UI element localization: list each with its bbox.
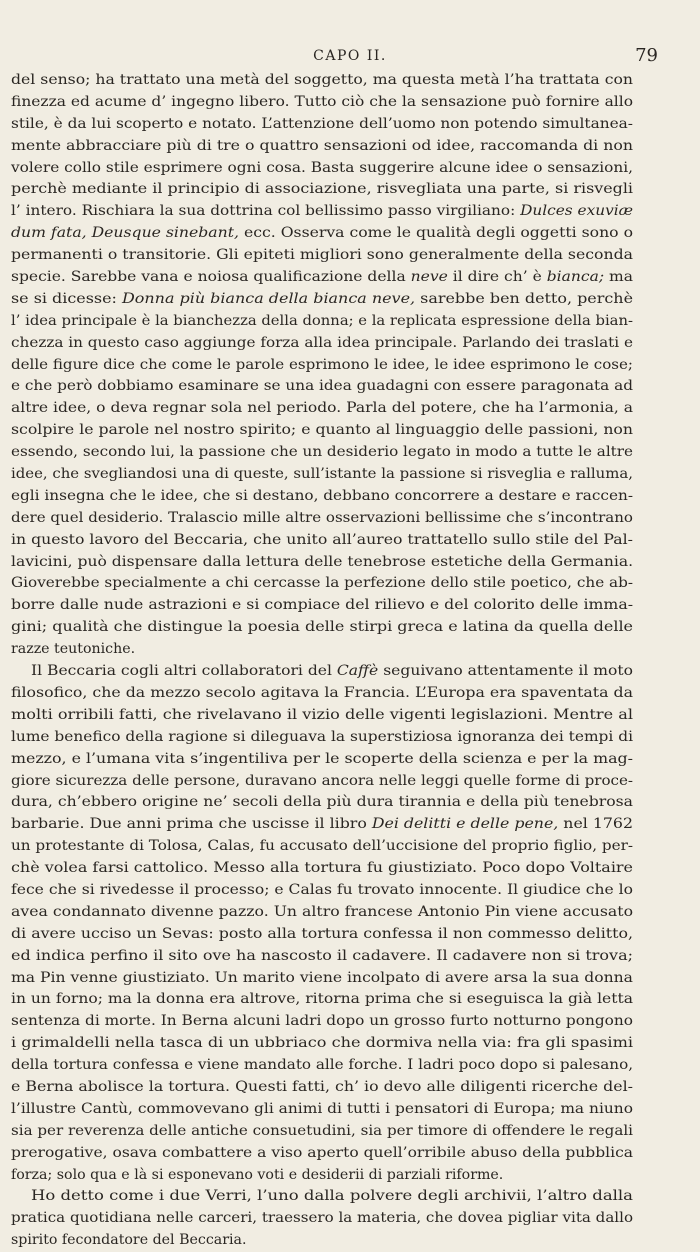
text-line-content bbox=[11, 858, 633, 880]
text-line bbox=[0, 508, 700, 530]
text-line bbox=[0, 836, 700, 858]
text-run: nel 1762 bbox=[558, 816, 634, 833]
text-line-content bbox=[11, 727, 633, 749]
text-run: e che però dobbiamo esaminare se una idea guadagni con essere paragonata ad bbox=[11, 378, 634, 395]
text-run: lume benefico della ragione si dileguava la superstiziosa ignoranza dei tempi di bbox=[11, 728, 633, 745]
text-line-content bbox=[11, 1033, 633, 1055]
text-line-content bbox=[11, 1055, 633, 1077]
text-run: in un forno; ma la donna era altrove, ritorna prima che si eseguisca la già letta bbox=[11, 991, 633, 1008]
text-line-content bbox=[11, 639, 135, 661]
text-line-content bbox=[11, 771, 633, 793]
italic-text: Dei delitti e delle pene, bbox=[371, 816, 559, 833]
text-line bbox=[0, 267, 700, 289]
text-run: dere quel desiderio. Tralascio mille altre osservazioni bellissime che s’incontrano bbox=[11, 509, 633, 526]
text-run: l’ idea principale è la bianchezza della donna; e la replicata espressione della bian- bbox=[11, 312, 633, 329]
text-line bbox=[0, 1208, 700, 1230]
text-run: un protestante di Tolosa, Calas, fu accusato dell’uccisione del proprio figlio, per- bbox=[11, 838, 634, 855]
text-run: ecc. Osserva come le qualità degli oggetti sono o bbox=[238, 225, 633, 242]
italic-text: Donna più bianca della bianca neve, bbox=[122, 290, 416, 307]
text-line bbox=[0, 880, 700, 902]
text-line bbox=[0, 617, 700, 639]
text-line-content bbox=[11, 223, 633, 245]
text-line-content bbox=[31, 661, 633, 683]
text-line-content bbox=[11, 1011, 633, 1033]
text-line bbox=[0, 442, 700, 464]
text-line-content bbox=[11, 946, 633, 968]
text-line bbox=[0, 486, 700, 508]
text-line bbox=[0, 683, 700, 705]
italic-text: Dulces exuviæ bbox=[520, 203, 634, 220]
text-line bbox=[0, 1143, 700, 1165]
text-line-content bbox=[11, 902, 633, 924]
text-run: essendo, secondo lui, la passione che un desiderio legato in modo a tutte le altre bbox=[11, 444, 634, 461]
text-line-content bbox=[11, 1230, 246, 1252]
text-line-content bbox=[11, 683, 633, 705]
text-line bbox=[0, 420, 700, 442]
text-run: Gioverebbe specialmente a chi cercasse la perfezione dello stile poetico, che ab- bbox=[11, 575, 634, 592]
text-run: borre dalle nude astrazioni e si compiace del rilievo e del colorito delle imma- bbox=[11, 597, 634, 614]
running-title: CAPO II. bbox=[313, 48, 387, 64]
text-run: ma bbox=[604, 269, 633, 286]
text-line-content bbox=[11, 617, 633, 639]
text-run: molti orribili fatti, che rivelavano il vizio delle vigenti legislazioni. Mentre al bbox=[11, 706, 633, 723]
text-run: fece che si rivedesse il processo; e Calas fu trovato innocente. Il giudice che lo bbox=[11, 881, 634, 898]
text-line bbox=[0, 924, 700, 946]
text-line-content bbox=[11, 442, 633, 464]
text-run: seguivano attentamente il moto bbox=[378, 663, 634, 680]
text-line bbox=[0, 705, 700, 727]
text-line bbox=[0, 727, 700, 749]
text-line-content bbox=[11, 530, 633, 552]
text-run: razze teutoniche. bbox=[11, 641, 136, 658]
text-line bbox=[0, 968, 700, 990]
text-run: del senso; ha trattato una metà del soggetto, ma questa metà l’ha trattata con bbox=[11, 72, 633, 88]
text-line-content bbox=[11, 749, 633, 771]
text-run: idee, che svegliandosi una di queste, sull’istante la passione si risveglia e ralluma, bbox=[11, 466, 633, 483]
text-run: prerogative, osava combattere a viso aperto quell’orribile abuso della pubblica bbox=[11, 1144, 634, 1161]
text-line bbox=[0, 595, 700, 617]
text-line-content bbox=[11, 70, 633, 92]
text-line-content bbox=[11, 595, 633, 617]
text-run: della tortura confessa e viene mandato alle forche. I ladri poco dopo si palesano, bbox=[11, 1057, 634, 1074]
text-run: spirito fecondatore del Beccaria. bbox=[11, 1232, 247, 1249]
text-line-content bbox=[11, 486, 633, 508]
text-run: i grimaldelli nella tasca di un ubbriaco che dormiva nella via: fra gli spasimi bbox=[11, 1035, 634, 1052]
text-line bbox=[0, 1055, 700, 1077]
text-run: finezza ed acume d’ ingegno libero. Tutto ciò che la sensazione può fornire allo bbox=[11, 93, 634, 110]
text-line-content bbox=[11, 1208, 633, 1230]
text-run: ed indica perfino il sito ove ha nascosto il cadavere. Il cadavere non si trova; bbox=[11, 947, 633, 964]
italic-text: Caffè bbox=[336, 663, 379, 680]
text-run: lavicini, può dispensare dalla lettura delle tenebrose estetiche della Germania. bbox=[11, 553, 634, 570]
text-line bbox=[0, 858, 700, 880]
text-line-content bbox=[11, 924, 633, 946]
text-line bbox=[0, 1186, 700, 1208]
text-line bbox=[0, 289, 700, 311]
text-line bbox=[0, 573, 700, 595]
text-run: specie. Sarebbe vana e noiosa qualificazione della bbox=[11, 269, 411, 286]
text-line bbox=[0, 1165, 700, 1187]
text-line bbox=[0, 355, 700, 377]
italic-text: neve bbox=[410, 269, 448, 286]
text-run: Ho detto come i due Verri, l’uno dalla polvere degli archivii, l’altro dalla bbox=[31, 1188, 633, 1205]
text-line-content bbox=[11, 311, 633, 333]
text-run: altre idee, o deva regnar sola nel periodo. Parla del potere, che ha l’armonia, a bbox=[11, 400, 633, 417]
text-line bbox=[0, 749, 700, 771]
text-line-content bbox=[11, 464, 633, 486]
text-line bbox=[0, 70, 700, 92]
text-line bbox=[0, 223, 700, 245]
text-line bbox=[0, 989, 700, 1011]
text-run: Il Beccaria cogli altri collaboratori del bbox=[31, 663, 337, 680]
text-line-content bbox=[11, 836, 633, 858]
italic-text: dum fata, Deusque sinebant, bbox=[11, 225, 239, 242]
text-run: permanenti o transitorie. Gli epiteti migliori sono generalmente della seconda bbox=[11, 247, 633, 264]
text-line bbox=[0, 245, 700, 267]
text-line-content bbox=[11, 968, 633, 990]
text-line-content bbox=[11, 1165, 503, 1187]
text-line-content bbox=[11, 201, 633, 223]
text-run: di avere ucciso un Sevas: posto alla tortura confessa il non commesso delitto, bbox=[11, 925, 633, 942]
text-line-content bbox=[11, 989, 633, 1011]
text-line-content bbox=[11, 355, 633, 377]
text-line bbox=[0, 814, 700, 836]
text-run: mente abbracciare più di tre o quattro sensazioni od idee, raccomanda di non bbox=[11, 137, 633, 154]
text-line bbox=[0, 1011, 700, 1033]
page-number: 79 bbox=[635, 45, 658, 66]
text-run: barbarie. Due anni prima che uscisse il libro bbox=[11, 816, 372, 833]
text-line-content bbox=[11, 573, 633, 595]
text-line-content bbox=[11, 179, 633, 201]
text-line-content bbox=[11, 289, 633, 311]
text-line-content bbox=[11, 552, 633, 574]
text-run: filosofico, che da mezzo secolo agitava la Francia. L’Europa era spaventata da bbox=[11, 684, 634, 701]
text-line-content bbox=[11, 792, 633, 814]
text-line-content bbox=[11, 245, 633, 267]
text-line-content bbox=[31, 1186, 633, 1208]
text-run: mezzo, e l’umana vita s’ingentiliva per le scoperte della scienza e per la mag- bbox=[11, 750, 634, 767]
text-run: il dire ch’ è bbox=[447, 269, 547, 286]
text-run: forza; solo qua e là si esponevano voti e desiderii di parziali riforme. bbox=[11, 1166, 504, 1183]
italic-text: bianca; bbox=[546, 269, 605, 286]
text-line-content bbox=[11, 880, 633, 902]
text-run: sarebbe ben detto, perchè bbox=[415, 290, 634, 307]
text-line-content bbox=[11, 420, 633, 442]
page-header bbox=[10, 45, 690, 72]
text-line bbox=[0, 398, 700, 420]
text-line bbox=[0, 1230, 700, 1252]
text-line-content bbox=[11, 136, 633, 158]
text-line-content bbox=[11, 158, 633, 180]
text-line-content bbox=[11, 333, 633, 355]
text-line bbox=[0, 552, 700, 574]
text-run: l’illustre Cantù, commovevano gli animi di tutti i pensatori di Europa; ma niuno bbox=[11, 1100, 634, 1117]
text-line bbox=[0, 1033, 700, 1055]
text-run: delle figure dice che come le parole esprimono le idee, le idee esprimono le cose; bbox=[11, 356, 634, 373]
text-run: scolpire le parole nel nostro spirito; e quanto al linguaggio delle passioni, non bbox=[11, 422, 634, 439]
text-line bbox=[0, 376, 700, 398]
text-line bbox=[0, 333, 700, 355]
text-line bbox=[0, 201, 700, 223]
text-line bbox=[0, 902, 700, 924]
text-line bbox=[0, 311, 700, 333]
text-line bbox=[0, 792, 700, 814]
text-line bbox=[0, 639, 700, 661]
text-line bbox=[0, 92, 700, 114]
text-line bbox=[0, 114, 700, 136]
text-line-content bbox=[11, 1077, 633, 1099]
text-line bbox=[0, 661, 700, 683]
text-line bbox=[0, 771, 700, 793]
text-run: pratica quotidiana nelle carceri, traessero la materia, che dovea pigliar vita dallo bbox=[11, 1210, 634, 1227]
text-line bbox=[0, 179, 700, 201]
text-line bbox=[0, 1099, 700, 1121]
text-run: e Berna abolisce la tortura. Questi fatti, ch’ io devo alle diligenti ricerche del- bbox=[11, 1078, 633, 1095]
text-run: avea condannato divenne pazzo. Un altro francese Antonio Pin viene accusato bbox=[11, 903, 634, 920]
text-line bbox=[0, 464, 700, 486]
text-run: in questo lavoro del Beccaria, che unito all’aureo trattatello sullo stile del Pal- bbox=[11, 531, 633, 548]
text-run: sia per reverenza delle antiche consuetudini, sia per timore di offendere le regali bbox=[11, 1122, 633, 1139]
text-line-content bbox=[11, 114, 633, 136]
text-line-content bbox=[11, 92, 633, 114]
text-run: stile, è da lui scoperto e notato. L’attenzione dell’uomo non potendo simultanea- bbox=[11, 115, 633, 132]
text-run: se si dicesse: bbox=[11, 290, 123, 307]
text-line-content bbox=[11, 1099, 633, 1121]
text-line bbox=[0, 158, 700, 180]
text-run: ma Pin venne giustiziato. Un marito viene incolpato di avere arsa la sua donna bbox=[11, 969, 633, 986]
text-line-content bbox=[11, 398, 633, 420]
text-line bbox=[0, 1077, 700, 1099]
text-run: l’ intero. Rischiara la sua dottrina col bellissimo passo virgiliano: bbox=[11, 203, 521, 220]
text-line-content bbox=[11, 1143, 633, 1165]
text-line-content bbox=[11, 705, 633, 727]
text-run: chè volea farsi cattolico. Messo alla tortura fu giustiziato. Poco dopo Voltaire bbox=[11, 860, 633, 877]
text-line-content bbox=[11, 376, 633, 398]
text-line-content bbox=[11, 814, 633, 836]
text-run: volere collo stile esprimere ogni cosa. Basta suggerire alcune idee o sensazioni, bbox=[11, 159, 634, 176]
text-run: dura, ch’ebbero origine ne’ secoli della più dura tirannia e della più tenebrosa bbox=[11, 794, 633, 811]
text-run: chezza in questo caso aggiunge forza alla idea principale. Parlando dei traslati e bbox=[11, 334, 634, 351]
text-run: giore sicurezza delle persone, duravano ancora nelle leggi quelle forme di proce- bbox=[11, 772, 634, 789]
text-run: gini; qualità che distingue la poesia delle stirpi greca e latina da quella delle bbox=[11, 619, 634, 636]
text-line-content bbox=[11, 508, 633, 530]
text-run: perchè mediante il principio di associazione, risvegliata una parte, si risvegli bbox=[11, 181, 634, 198]
text-run: sentenza di morte. In Berna alcuni ladri dopo un grosso furto notturno pongono bbox=[11, 1013, 634, 1030]
body-text bbox=[0, 70, 700, 1252]
text-line-content bbox=[11, 267, 633, 289]
text-line bbox=[0, 1121, 700, 1143]
text-line-content bbox=[11, 1121, 633, 1143]
text-run: egli insegna che le idee, che si destano, debbano concorrere a destare e raccen- bbox=[11, 487, 633, 504]
text-line bbox=[0, 946, 700, 968]
text-line bbox=[0, 136, 700, 158]
text-line bbox=[0, 530, 700, 552]
